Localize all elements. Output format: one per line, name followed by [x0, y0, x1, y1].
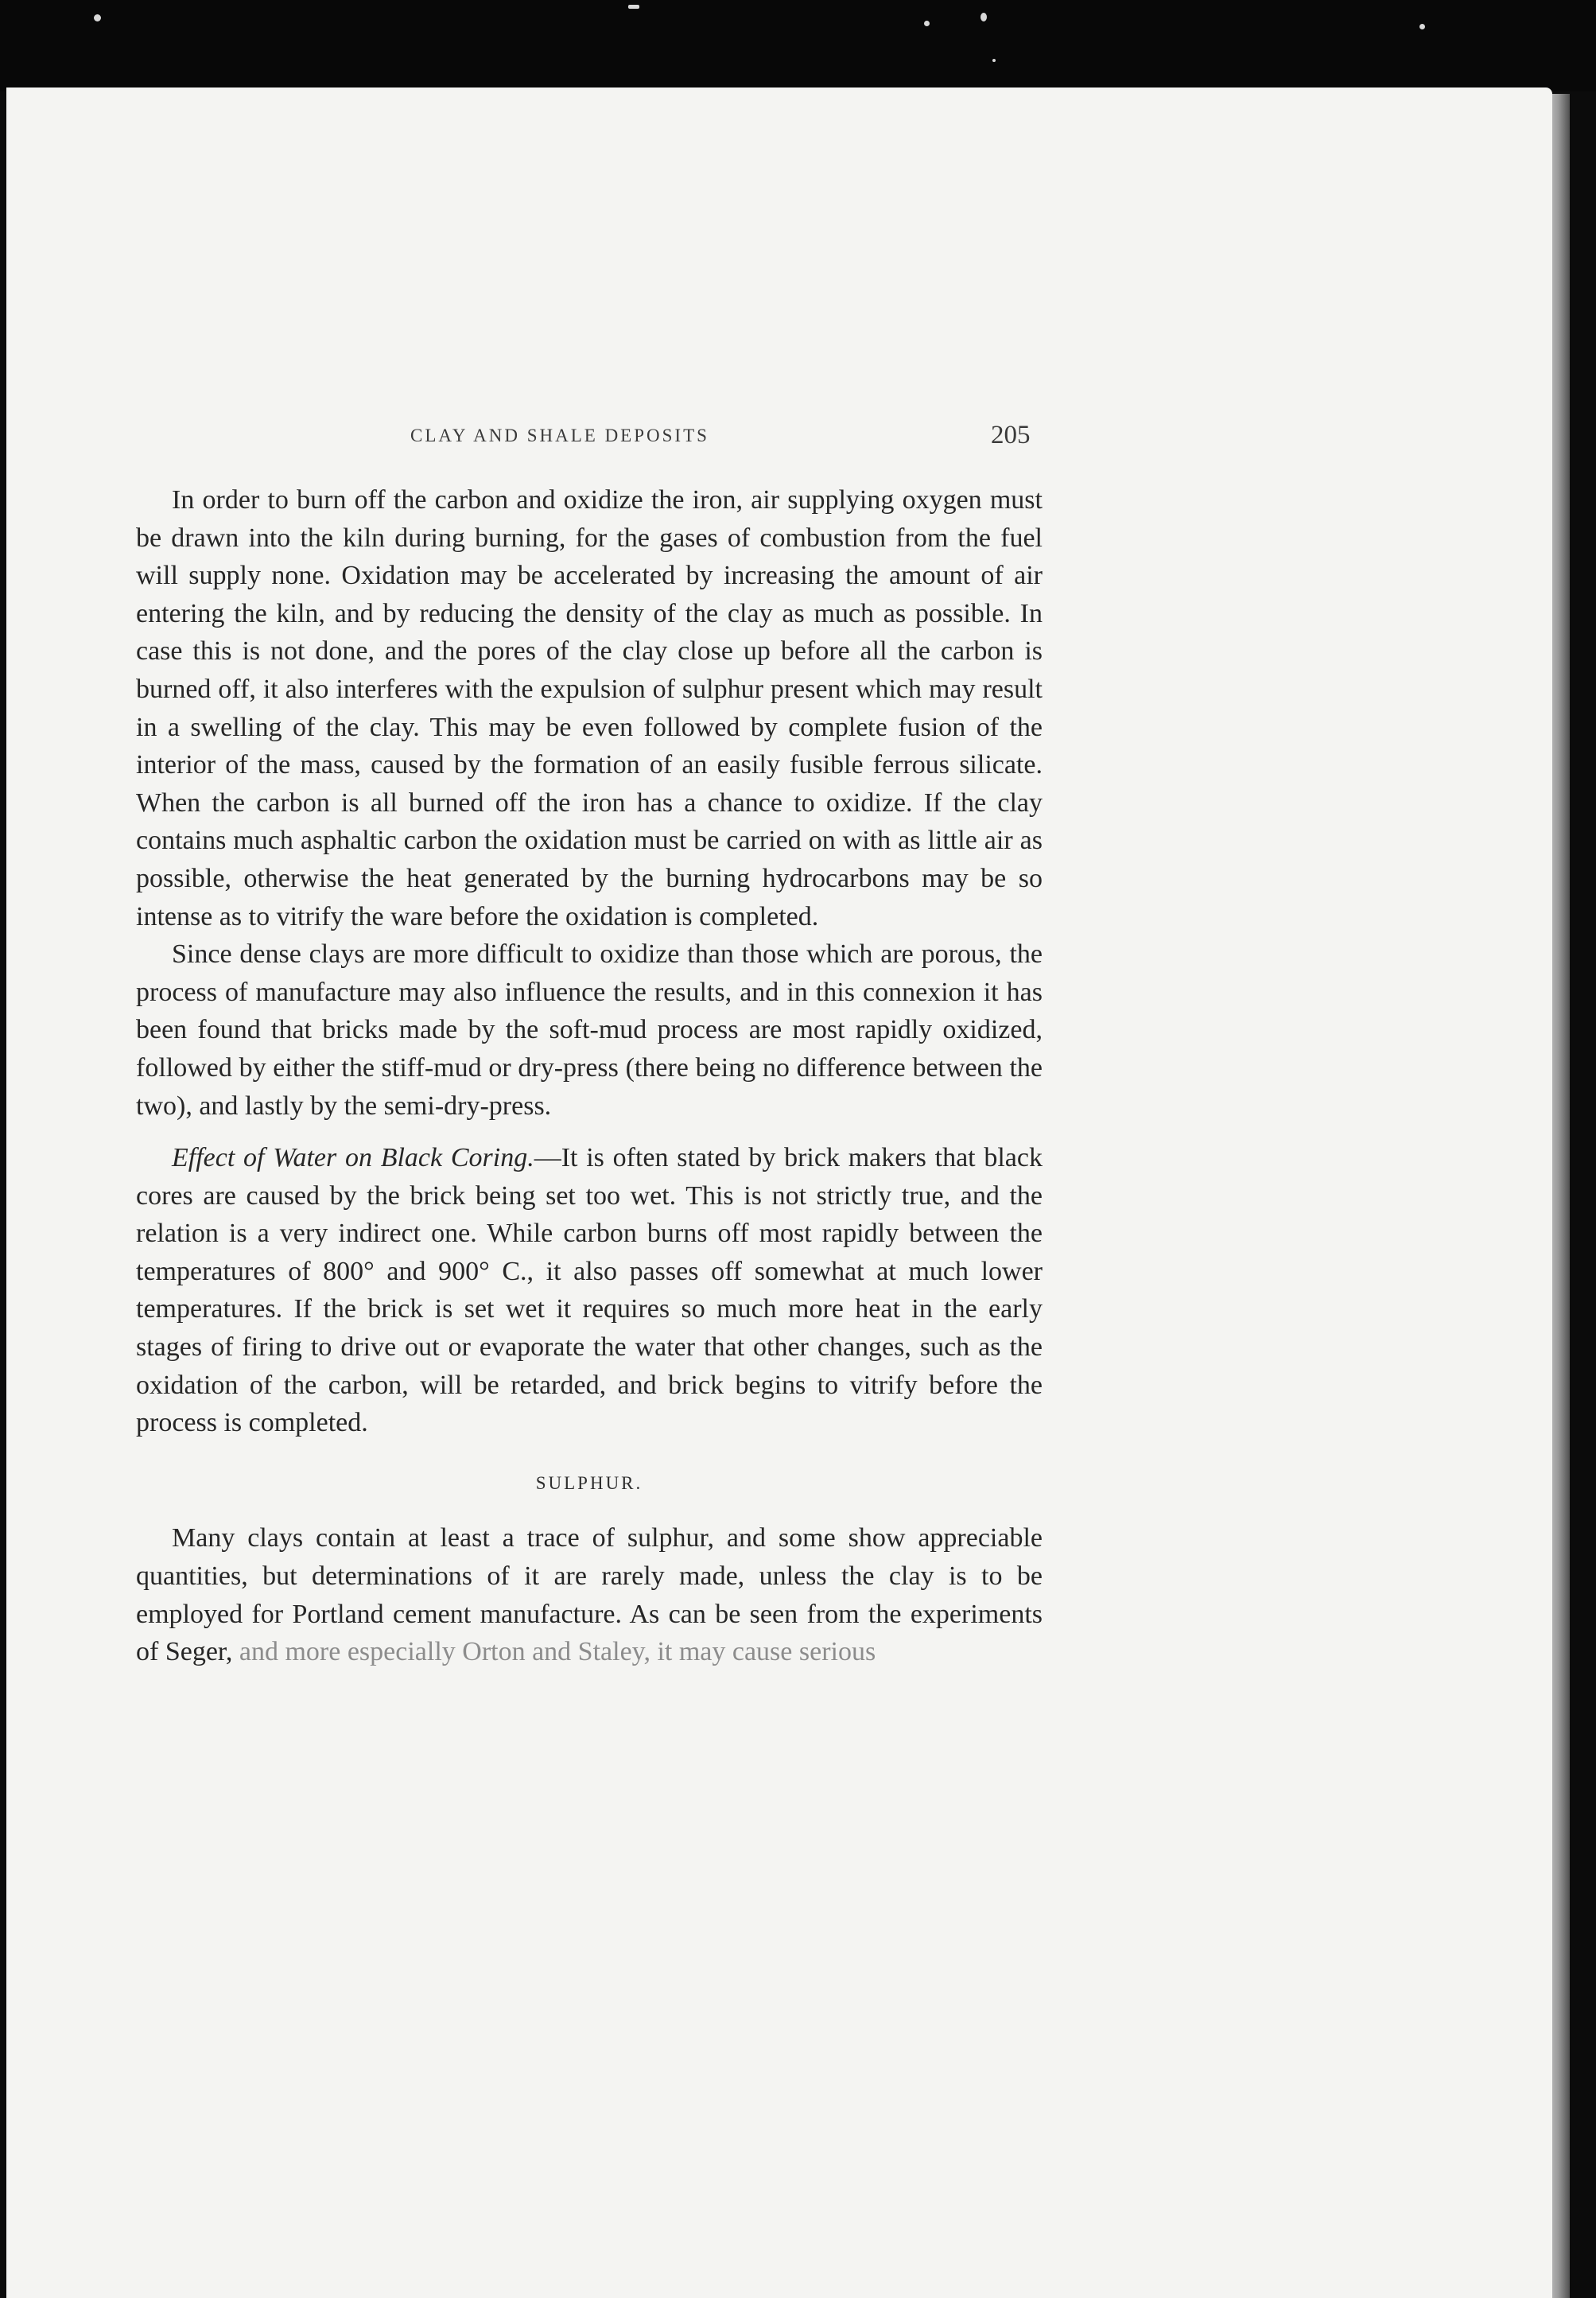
paragraph-subheading: Effect of Water on Black Coring. — [172, 1143, 534, 1173]
scan-speck — [992, 59, 996, 62]
page-header — [6, 421, 1552, 457]
page-number: 205 — [991, 421, 1031, 449]
paragraph-effect-of-water — [136, 1139, 1043, 1442]
scan-speck — [1419, 24, 1425, 29]
page-body — [136, 481, 1043, 1671]
paragraph-oxidation: In order to burn off the carbon and oxidize the iron, air supplying oxygen must be drawn into the kiln during burning, for the gases of combustion from the fuel will supply none. Oxidation may be accelerated by increasing the amount of air entering the kiln, and by reducing the density of the clay as much as possible. In case this is not done, and the pores of the clay close up before all the carbon is burned off, it also interferes with the expulsion of sulphur present which may result in a swelling of the clay. This may be even followed by complete fusion of the interior of the mass, caused by the formation of an easily fusible ferrous silicate. When the carbon is all burned off the iron has a chance to oxidize. If the clay contains much asphaltic carbon the oxidation must be carried on with as little air as possible, otherwise the heat generated by the burning hydrocarbons may be so intense as to vitrify the ware before the oxidation is completed. — [136, 485, 1043, 931]
paragraph-sulphur-body: Many clays contain at least a trace of sulphur, and some show appreciable quantities, but determinations of it are rarely made, unless the clay is to be employed for Portland cement manufacture. As can be seen from the experiments of Seger, — [136, 1523, 1043, 1667]
scan-speck — [924, 21, 930, 26]
section-heading-sulphur: SULPHUR. — [535, 1472, 643, 1493]
scan-speck — [628, 5, 639, 9]
book-page — [6, 87, 1552, 2298]
scan-speck — [981, 13, 987, 21]
scan-speck — [94, 14, 101, 21]
paragraph-effect-of-water-body: —It is often stated by brick makers that black cores are caused by the brick being set too wet. This is not strictly true, and the relation is a very indirect one. While carbon burns off most rapidly between the temperatures of 800° and 900° C., it also passes off somewhat at much lower temperatures. If the brick is set wet it requires so much more heat in the early stages of firing to drive out or evaporate the water that other changes, such as the oxidation of the carbon, will be retarded, and brick begins to vitrify before the process is completed. — [136, 1143, 1043, 1438]
paragraph-process-of-manufacture: Since dense clays are more difficult to oxidize than those which are porous, the process of manufacture may also influence the results, and in this connexion it has been found that bricks made by the soft-mud process are most rapidly oxidized, followed by either the stiff-mud or dry-press (there being no difference between the two), and lastly by the semi-dry-press. — [136, 939, 1043, 1121]
paragraph-sulphur-faded-line: and more especially Orton and Staley, it may cause serious — [239, 1637, 876, 1667]
scan-border-top — [0, 0, 1596, 91]
running-head: CLAY AND SHALE DEPOSITS — [410, 426, 709, 445]
paragraph-sulphur — [136, 1519, 1043, 1670]
